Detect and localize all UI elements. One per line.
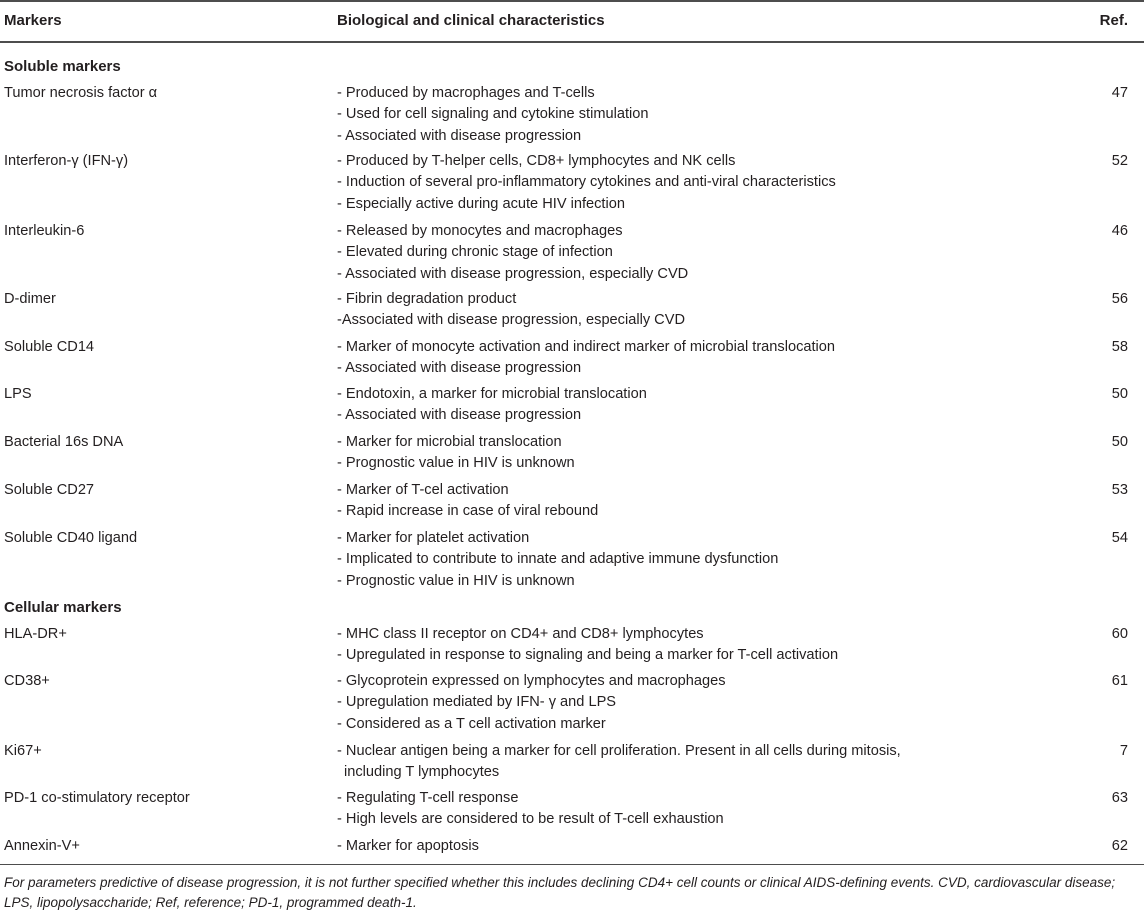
characteristic-line: - Regulating T-cell response — [337, 790, 519, 806]
table-footnote: For parameters predictive of disease progression, it is not further specified whether this includes declining CD4+ cell counts or clinical AIDS-defining events. CVD, cardiovascular disease; LPS, lipopolysaccharide; Ref, reference; PD-1, programmed death-1. — [4, 875, 1116, 910]
marker-name: Soluble CD27 — [4, 482, 95, 498]
marker-name: HLA-DR+ — [4, 626, 67, 642]
marker-name: Interleukin-6 — [4, 223, 85, 239]
reference-number: 46 — [1111, 223, 1128, 239]
characteristic-line: - Implicated to contribute to innate and adaptive immune dysfunction — [337, 551, 779, 568]
table-top-rule — [0, 0, 1144, 2]
marker-name: PD-1 co-stimulatory receptor — [4, 790, 190, 806]
characteristic-line: - Marker of T-cel activation — [337, 482, 509, 498]
characteristics-cell — [337, 624, 1037, 667]
reference-number: 53 — [1111, 482, 1128, 498]
characteristic-line: - Associated with disease progression — [337, 360, 582, 377]
characteristics-cell — [337, 151, 1037, 215]
marker-name: Soluble CD14 — [4, 339, 95, 355]
reference-number: 47 — [1111, 85, 1128, 101]
characteristic-line: - High levels are considered to be result of T-cell exhaustion — [337, 811, 724, 828]
column-header-characteristics: Biological and clinical characteristics — [337, 12, 605, 29]
marker-name: Annexin-V+ — [4, 838, 80, 854]
characteristic-line: - Considered as a T cell activation marker — [337, 715, 606, 732]
header-rule — [0, 41, 1144, 43]
reference-number: 50 — [1111, 386, 1128, 402]
characteristic-line: - Used for cell signaling and cytokine stimulation — [337, 106, 649, 123]
reference-number: 62 — [1111, 838, 1128, 854]
characteristic-line: - Glycoprotein expressed on lymphocytes and macrophages — [337, 673, 726, 689]
characteristics-cell — [337, 221, 1037, 285]
characteristic-line: - MHC class II receptor on CD4+ and CD8+ lymphocytes — [337, 626, 704, 642]
section-title-cellular: Cellular markers — [4, 599, 122, 616]
marker-name: CD38+ — [4, 673, 50, 689]
characteristic-line: - Nuclear antigen being a marker for cell proliferation. Present in all cells during mitosis, — [337, 743, 901, 759]
reference-number: 7 — [1119, 743, 1128, 759]
characteristics-cell — [337, 337, 1037, 380]
characteristic-line: including T lymphocytes — [344, 764, 500, 781]
characteristics-cell — [337, 83, 1037, 147]
reference-number: 54 — [1111, 530, 1128, 546]
characteristic-line: - Endotoxin, a marker for microbial translocation — [337, 386, 647, 402]
column-header-markers: Markers — [4, 12, 62, 29]
reference-number: 56 — [1111, 291, 1128, 307]
characteristics-cell — [337, 432, 1037, 475]
characteristics-cell — [337, 671, 1037, 735]
characteristic-line: - Prognostic value in HIV is unknown — [337, 572, 575, 589]
reference-number: 60 — [1111, 626, 1128, 642]
reference-number: 58 — [1111, 339, 1128, 355]
marker-name: LPS — [4, 386, 32, 402]
characteristic-line: - Associated with disease progression, especially CVD — [337, 265, 689, 282]
characteristic-line: - Marker for apoptosis — [337, 838, 479, 854]
column-header-ref: Ref. — [1099, 12, 1128, 29]
characteristics-cell — [337, 289, 1037, 332]
characteristic-line: - Associated with disease progression — [337, 407, 582, 424]
characteristic-line: - Marker of monocyte activation and indirect marker of microbial translocation — [337, 339, 836, 355]
table-bottom-rule — [0, 864, 1144, 865]
marker-name: Soluble CD40 ligand — [4, 530, 138, 546]
section-title-soluble: Soluble markers — [4, 58, 121, 75]
characteristics-cell — [337, 836, 1037, 857]
marker-name: Tumor necrosis factor α — [4, 85, 158, 101]
characteristic-line: - Elevated during chronic stage of infection — [337, 244, 613, 261]
characteristics-cell — [337, 384, 1037, 427]
characteristic-line: -Associated with disease progression, especially CVD — [337, 312, 685, 329]
characteristic-line: - Produced by macrophages and T-cells — [337, 85, 595, 101]
characteristic-line: - Fibrin degradation product — [337, 291, 517, 307]
characteristic-line: - Marker for platelet activation — [337, 530, 530, 546]
reference-number: 61 — [1111, 673, 1128, 689]
reference-number: 63 — [1111, 790, 1128, 806]
characteristic-line: - Produced by T-helper cells, CD8+ lymphocytes and NK cells — [337, 153, 736, 169]
marker-name: Ki67+ — [4, 743, 42, 759]
characteristic-line: - Associated with disease progression — [337, 127, 582, 144]
marker-name: Interferon-γ (IFN-γ) — [4, 153, 129, 169]
reference-number: 50 — [1111, 434, 1128, 450]
characteristic-line: - Especially active during acute HIV infection — [337, 195, 625, 212]
characteristic-line: - Marker for microbial translocation — [337, 434, 562, 450]
characteristic-line: - Rapid increase in case of viral rebound — [337, 503, 599, 520]
reference-number: 52 — [1111, 153, 1128, 169]
characteristics-cell — [337, 788, 1037, 831]
characteristic-line: - Prognostic value in HIV is unknown — [337, 455, 575, 472]
marker-name: D-dimer — [4, 291, 56, 307]
characteristic-line: - Induction of several pro-inflammatory cytokines and anti-viral characteristics — [337, 174, 836, 191]
characteristic-line: - Released by monocytes and macrophages — [337, 223, 623, 239]
characteristics-cell — [337, 741, 1037, 784]
characteristics-cell — [337, 528, 1037, 592]
characteristics-cell — [337, 480, 1037, 523]
characteristic-line: - Upregulation mediated by IFN- γ and LPS — [337, 694, 617, 711]
marker-name: Bacterial 16s DNA — [4, 434, 124, 450]
characteristic-line: - Upregulated in response to signaling and being a marker for T-cell activation — [337, 647, 839, 664]
